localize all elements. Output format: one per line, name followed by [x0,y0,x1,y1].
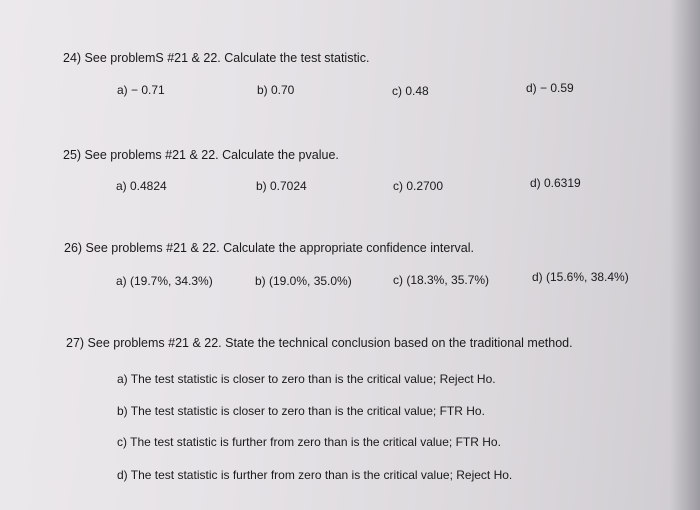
q26-choice-b: b) (19.0%, 35.0%) [255,274,352,288]
q25-choice-d: d) 0.6319 [530,176,581,190]
q26-choice-c: c) (18.3%, 35.7%) [393,273,490,287]
q25-choice-a: a) 0.4824 [116,179,167,193]
q24-choice-d: d) − 0.59 [526,81,574,95]
page-edge-shadow [670,0,700,510]
question-27: 27) See problems #21 & 22. State the technical conclusion based on the traditional method. [66,336,573,350]
question-24: 24) See problemS #21 & 22. Calculate the test statistic. [63,51,370,65]
question-26: 26) See problems #21 & 22. Calculate the appropriate confidence interval. [64,241,474,255]
question-25: 25) See problems #21 & 22. Calculate the pvalue. [63,148,339,162]
q25-choice-b: b) 0.7024 [256,179,307,193]
q27-choice-d: d) The test statistic is further from zero than is the critical value; Reject Ho. [117,468,513,482]
q24-choice-b: b) 0.70 [257,83,295,97]
q24-choice-c: c) 0.48 [392,84,429,98]
q26-choice-d: d) (15.6%, 38.4%) [532,270,629,284]
q26-choice-a: a) (19.7%, 34.3%) [116,274,213,288]
q27-choice-a: a) The test statistic is closer to zero than is the critical value; Reject Ho. [117,372,496,386]
q27-choice-b: b) The test statistic is closer to zero than is the critical value; FTR Ho. [117,404,485,418]
q25-choice-c: c) 0.2700 [393,179,444,193]
q24-choice-a: a) − 0.71 [117,83,165,97]
q27-choice-c: c) The test statistic is further from zero than is the critical value; FTR Ho. [117,435,501,449]
